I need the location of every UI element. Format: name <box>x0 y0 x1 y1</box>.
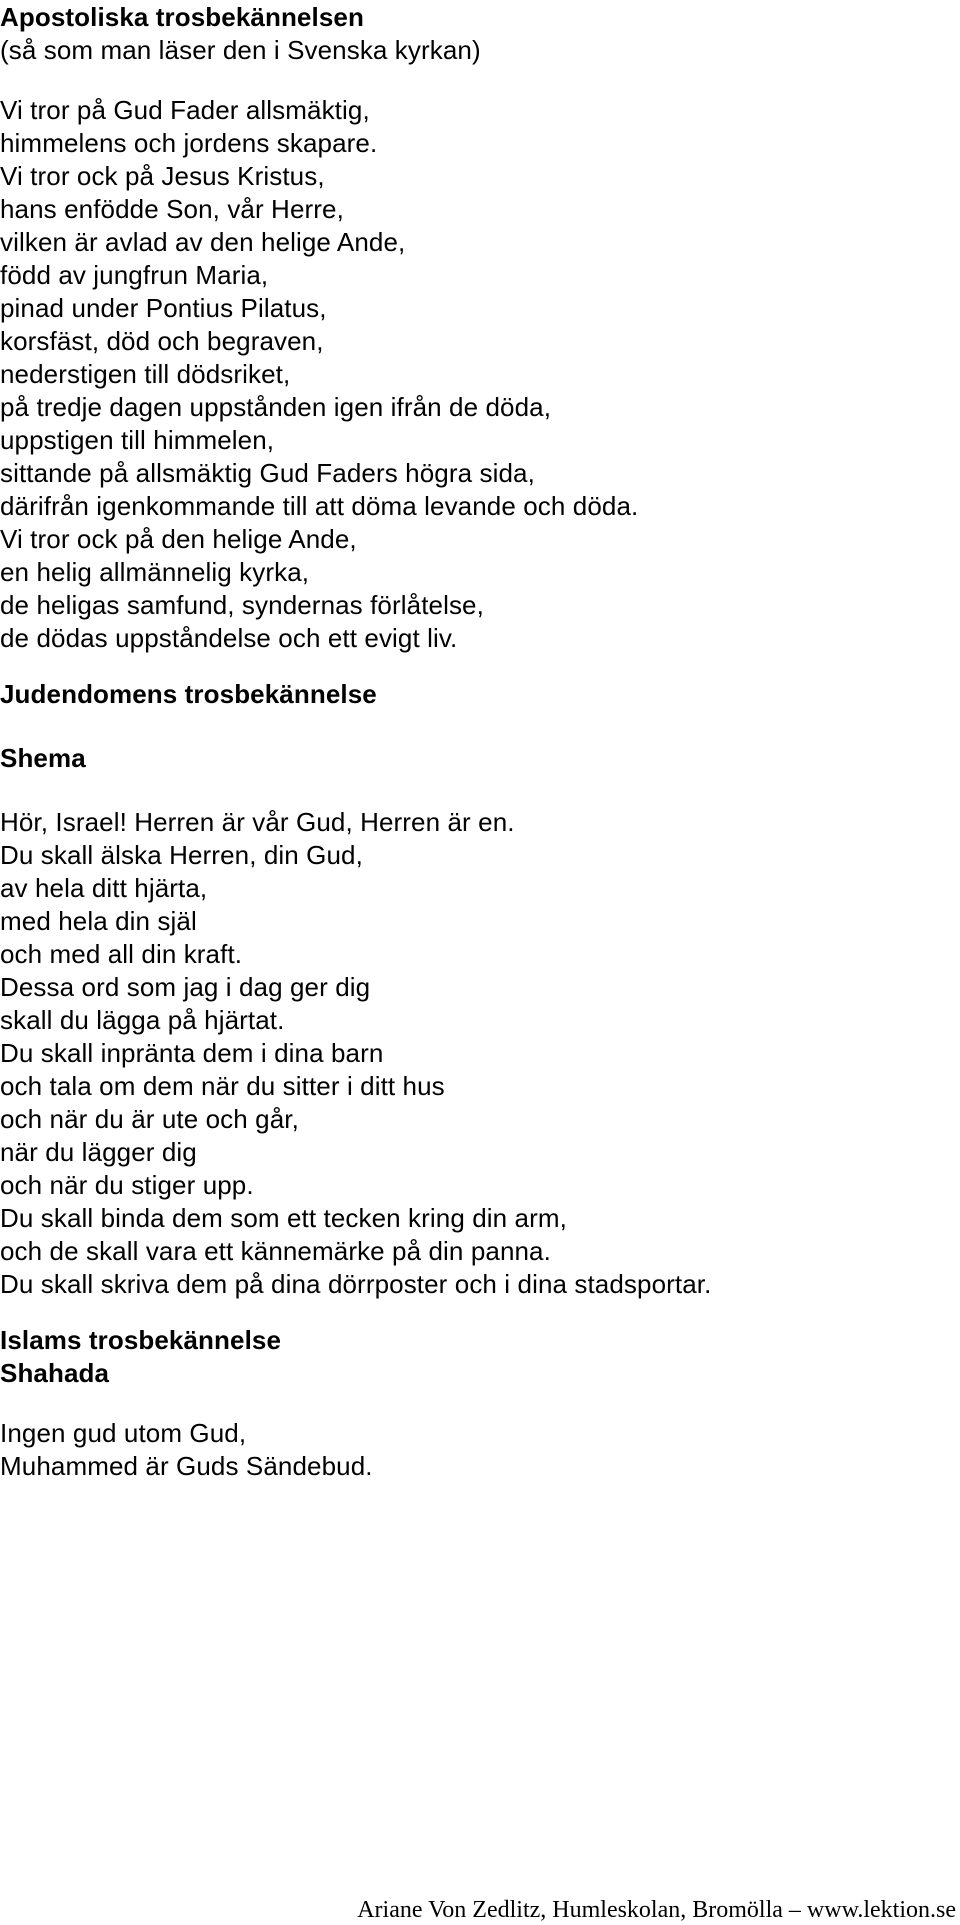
judaism-line: och när du stiger upp. <box>0 1170 254 1200</box>
apostolic-line: vilken är avlad av den helige Ande, <box>0 227 406 257</box>
islam-title: Islams trosbekännelse <box>0 1325 282 1355</box>
islam-line: Muhammed är Guds Sändebud. <box>0 1451 373 1481</box>
judaism-subtitle: Shema <box>0 743 86 773</box>
judaism-title: Judendomens trosbekännelse <box>0 679 377 709</box>
apostolic-line: de dödas uppståndelse och ett evigt liv. <box>0 623 458 653</box>
judaism-line: med hela din själ <box>0 906 197 936</box>
apostolic-line: Vi tror ock på Jesus Kristus, <box>0 161 325 191</box>
apostolic-title: Apostoliska trosbekännelsen <box>0 2 364 32</box>
judaism-line: och tala om dem när du sitter i ditt hus <box>0 1071 445 1101</box>
judaism-line: Du skall älska Herren, din Gud, <box>0 840 363 870</box>
apostolic-line: de heligas samfund, syndernas förlåtelse, <box>0 590 484 620</box>
islam-line: Ingen gud utom Gud, <box>0 1418 247 1448</box>
apostolic-line: hans enfödde Son, vår Herre, <box>0 194 344 224</box>
apostolic-subtitle: (så som man läser den i Svenska kyrkan) <box>0 35 481 65</box>
apostolic-line: Vi tror ock på den helige Ande, <box>0 524 357 554</box>
judaism-line: Hör, Israel! Herren är vår Gud, Herren är en. <box>0 807 515 837</box>
apostolic-line: sittande på allsmäktig Gud Faders högra sida, <box>0 458 535 488</box>
judaism-line: och med all din kraft. <box>0 939 243 969</box>
judaism-line: av hela ditt hjärta, <box>0 873 208 903</box>
apostolic-line: född av jungfrun Maria, <box>0 260 269 290</box>
judaism-line: och när du är ute och går, <box>0 1104 299 1134</box>
judaism-line: och de skall vara ett kännemärke på din panna. <box>0 1236 551 1266</box>
judaism-line: när du lägger dig <box>0 1137 197 1167</box>
apostolic-line: därifrån igenkommande till att döma levande och döda. <box>0 491 639 521</box>
apostolic-line: uppstigen till himmelen, <box>0 425 275 455</box>
islam-subtitle: Shahada <box>0 1358 110 1388</box>
apostolic-line: himmelens och jordens skapare. <box>0 128 378 158</box>
apostolic-line: en helig allmännelig kyrka, <box>0 557 310 587</box>
judaism-line: skall du lägga på hjärtat. <box>0 1005 285 1035</box>
apostolic-line: Vi tror på Gud Fader allsmäktig, <box>0 95 370 125</box>
judaism-line: Dessa ord som jag i dag ger dig <box>0 972 371 1002</box>
judaism-line: Du skall binda dem som ett tecken kring din arm, <box>0 1203 567 1233</box>
apostolic-line: på tredje dagen uppstånden igen ifrån de döda, <box>0 392 552 422</box>
footer-credit: Ariane Von Zedlitz, Humleskolan, Bromölla – www.lektion.se <box>357 1897 956 1923</box>
apostolic-line: pinad under Pontius Pilatus, <box>0 293 327 323</box>
judaism-line: Du skall inpränta dem i dina barn <box>0 1038 384 1068</box>
apostolic-line: nederstigen till dödsriket, <box>0 359 291 389</box>
apostolic-line: korsfäst, död och begraven, <box>0 326 324 356</box>
judaism-line: Du skall skriva dem på dina dörrposter och i dina stadsportar. <box>0 1269 712 1299</box>
